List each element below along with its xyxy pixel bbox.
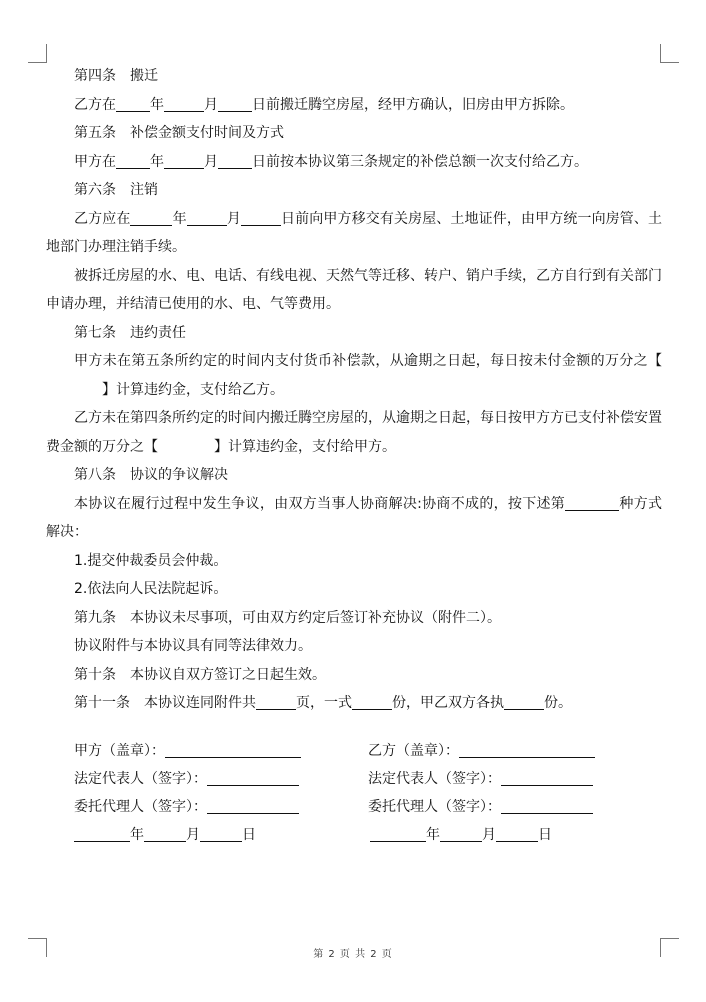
article-8-heading [46, 461, 662, 490]
day-field[interactable] [200, 826, 242, 842]
party-a-agent-row [74, 796, 299, 816]
article-5-heading [46, 119, 662, 148]
text-segment: 本协议在履行过程中发生争议，由双方当事人协商解决:协商不成的，按下述第 [74, 495, 566, 512]
blank-field[interactable] [218, 96, 252, 112]
article-10 [46, 661, 662, 690]
party-b-rep-row [368, 768, 593, 788]
blank-field[interactable] [241, 210, 281, 226]
text-segment: 年 [172, 210, 187, 227]
article-text: 本协议自双方签订之日起生效。 [130, 666, 326, 683]
article-8-option-2: 2.依法向人民法院起诉。 [74, 581, 228, 597]
month-field[interactable] [440, 826, 482, 842]
article-6-paragraph-1 [46, 205, 662, 262]
text-segment: 日前按本协议第三条规定的补偿总额一次支付给乙方。 [252, 153, 588, 170]
text-segment: 月 [226, 210, 241, 227]
text-segment: 年 [150, 153, 164, 170]
text-segment: 计算违约金，支付给甲方。 [228, 438, 396, 455]
article-number: 第四条 [74, 68, 116, 84]
contract-body [46, 62, 662, 718]
bracket-open: 【 [144, 438, 158, 455]
party-a-seal-field[interactable] [165, 742, 301, 758]
text-segment: 月 [204, 153, 218, 170]
article-name: 协议的争议解决 [130, 467, 228, 483]
article-name: 违约责任 [130, 324, 186, 341]
text-segment: 份，甲乙双方各执 [392, 695, 504, 711]
article-name: 注销 [130, 182, 158, 198]
text-segment: 甲方在 [74, 153, 116, 170]
article-number: 第十条 [74, 666, 116, 683]
article-number: 第七条 [74, 324, 116, 341]
party-a-agent-label: 委托代理人（签字）： [74, 799, 207, 815]
blank-field[interactable] [164, 96, 204, 112]
party-b-seal-field[interactable] [459, 742, 595, 758]
crop-mark-top-left [28, 44, 47, 63]
month-field[interactable] [144, 826, 186, 842]
article-5-text [46, 148, 662, 177]
day-label: 日 [242, 827, 256, 843]
day-field[interactable] [496, 826, 538, 842]
article-6-heading [46, 176, 662, 205]
blank-field[interactable] [116, 96, 150, 112]
blank-field[interactable] [256, 694, 296, 710]
article-number: 第八条 [74, 467, 116, 483]
party-b-label: 乙方（盖章）： [368, 743, 459, 759]
text-segment: 日前搬迁腾空房屋，经甲方确认，旧房由甲方拆除。 [252, 96, 574, 113]
bracket-close: 】 [214, 438, 228, 455]
text-segment: 年 [150, 96, 164, 113]
text-segment: 乙方应在 [74, 210, 131, 227]
article-name: 补偿金额支付时间及方式 [130, 125, 284, 141]
bracket-open: 【 [648, 353, 662, 369]
year-label: 年 [426, 827, 440, 843]
party-b-agent-row [368, 796, 593, 816]
year-field[interactable] [370, 826, 426, 842]
blank-field[interactable] [565, 495, 619, 511]
year-field[interactable] [74, 826, 130, 842]
text-segment: 本协议连同附件共 [144, 695, 256, 711]
blank-field[interactable] [187, 210, 227, 226]
party-a-rep-row [74, 768, 299, 788]
party-a-label: 甲方（盖章）： [74, 743, 165, 759]
year-label: 年 [130, 827, 144, 843]
text-segment: 甲方未在第五条所约定的时间内支付货币补偿款，从逾期之日起，每日按未付金额的万分之 [74, 353, 648, 369]
party-a-agent-field[interactable] [207, 798, 299, 814]
party-b-seal-row [368, 740, 595, 760]
article-6-paragraph-2: 被拆迁房屋的水、电、电话、有线电视、天然气等迁移、转户、销户手续，乙方自行到有关部门申请办理，并结清已使用的水、电、气等费用。 [46, 267, 662, 312]
blank-field[interactable] [164, 153, 204, 169]
article-8-option-1: 1.提交仲裁委员会仲裁。 [74, 552, 228, 569]
text-segment: 乙方未在第四条所约定的时间内搬迁腾空房屋的，从逾期之日起，每日按甲方方已支付补偿安置费金额的万分之 [46, 410, 662, 455]
article-text: 本协议未尽事项，可由双方约定后签订补充协议（附件二）。 [130, 609, 501, 626]
article-number: 第九条 [74, 609, 116, 626]
text-segment: 份。 [544, 695, 572, 711]
article-name: 搬迁 [130, 68, 158, 84]
party-a-rep-label: 法定代表人（签字）： [74, 771, 207, 787]
article-4-text [46, 91, 662, 120]
day-label: 日 [538, 827, 552, 843]
crop-mark-top-right [660, 44, 679, 63]
article-number: 第十一条 [74, 695, 130, 711]
party-a-rep-field[interactable] [207, 770, 299, 786]
article-7-paragraph-1 [46, 347, 662, 404]
article-7-heading [46, 319, 662, 348]
text-segment: 计算违约金，支付给乙方。 [116, 381, 284, 398]
text-segment: 月 [204, 96, 218, 113]
article-8-paragraph-1 [46, 490, 662, 547]
party-b-agent-label: 委托代理人（签字）： [368, 799, 501, 815]
article-11 [46, 689, 662, 718]
party-b-agent-field[interactable] [501, 798, 593, 814]
blank-field[interactable] [218, 153, 252, 169]
party-a-date-row [74, 824, 256, 844]
page-number-footer: 第 2 页 共 2 页 [313, 949, 393, 960]
article-number: 第六条 [74, 182, 116, 198]
text-segment: 乙方在 [74, 96, 116, 113]
month-label: 月 [482, 827, 496, 843]
article-9 [46, 604, 662, 633]
party-b-rep-label: 法定代表人（签字）： [368, 771, 501, 787]
party-b-rep-field[interactable] [501, 770, 593, 786]
party-b-date-row [370, 824, 552, 844]
article-number: 第五条 [74, 125, 116, 141]
article-4-heading [46, 62, 662, 91]
text-segment: 页，一式 [296, 695, 352, 711]
bracket-close: 】 [102, 381, 116, 398]
text-segment: 日前向甲方移交有关房屋、土地证件，由甲方统一向房管、土地部门办理注销手续。 [46, 210, 663, 255]
article-7-paragraph-2 [46, 404, 662, 461]
blank-field[interactable] [352, 694, 392, 710]
text-segment: 种方式解决： [46, 495, 662, 540]
blank-field[interactable] [116, 153, 150, 169]
blank-field[interactable] [130, 210, 172, 226]
article-9-paragraph-2: 协议附件与本协议具有同等法律效力。 [74, 638, 312, 654]
month-label: 月 [186, 827, 200, 843]
blank-field[interactable] [504, 694, 544, 710]
party-a-seal-row [74, 740, 301, 760]
